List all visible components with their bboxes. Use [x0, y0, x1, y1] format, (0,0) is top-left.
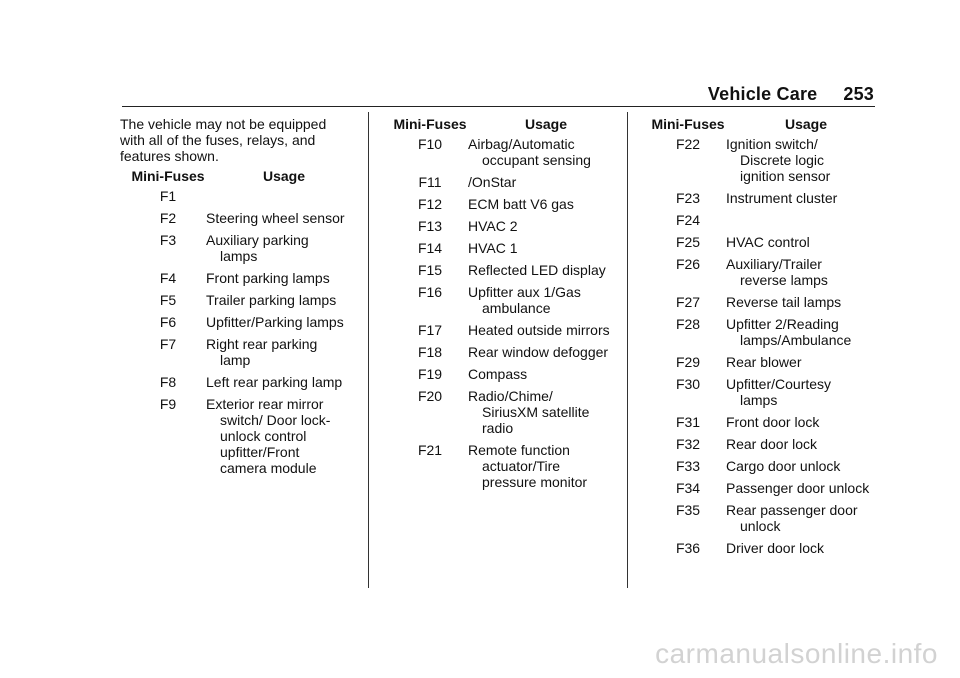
fuse-row — [382, 388, 614, 436]
table-header — [640, 116, 876, 132]
fuse-row — [640, 436, 876, 452]
fuse-row — [382, 218, 614, 234]
fuse-code: F36 — [675, 540, 701, 556]
fuse-row — [120, 396, 352, 476]
fuse-row — [382, 442, 614, 490]
fuse-row — [382, 262, 614, 278]
fuse-usage: Passenger door unlock — [726, 480, 870, 496]
fuse-usage: ECM batt V6 gas — [468, 196, 574, 212]
fuse-code: F13 — [417, 218, 443, 234]
fuse-usage: /OnStar — [468, 174, 517, 190]
fuse-code: F4 — [159, 270, 177, 286]
fuse-usage: Radio/Chime/ SiriusXM satellite radio — [468, 388, 590, 436]
fuse-row — [640, 316, 876, 348]
fuse-usage: Upfitter/Parking lamps — [206, 314, 344, 330]
fuse-row — [382, 240, 614, 256]
fuse-code: F27 — [675, 294, 701, 310]
fuse-row — [120, 336, 352, 368]
fuse-row — [382, 366, 614, 382]
header-mini-fuses: Mini-Fuses — [651, 116, 725, 132]
fuse-row — [120, 314, 352, 330]
fuse-row — [120, 188, 352, 204]
fuse-usage: Right rear parking lamp — [206, 336, 318, 368]
fuse-usage: Upfitter 2/Reading lamps/Ambulance — [726, 316, 852, 348]
fuse-code: F2 — [159, 210, 177, 226]
fuse-row — [640, 212, 876, 228]
fuse-usage: HVAC 2 — [468, 218, 518, 234]
fuse-row — [120, 270, 352, 286]
fuse-row — [640, 502, 876, 534]
fuse-row — [120, 374, 352, 390]
fuse-usage: Auxiliary/Trailer reverse lamps — [726, 256, 828, 288]
header-rule — [122, 106, 875, 107]
fuse-usage: HVAC control — [726, 234, 810, 250]
fuse-code: F30 — [675, 376, 701, 392]
header-mini-fuses: Mini-Fuses — [131, 168, 205, 184]
fuse-code: F12 — [417, 196, 443, 212]
fuse-usage: Auxiliary parking lamps — [206, 232, 309, 264]
footer — [0, 638, 960, 678]
fuse-code: F21 — [417, 442, 443, 458]
fuse-code: F14 — [417, 240, 443, 256]
fuse-usage: Reflected LED display — [468, 262, 606, 278]
fuse-code: F24 — [675, 212, 701, 228]
fuse-code: F28 — [675, 316, 701, 332]
section-title: Vehicle Care — [707, 84, 818, 104]
fuse-row — [640, 190, 876, 206]
fuse-row — [640, 234, 876, 250]
fuse-code: F23 — [675, 190, 701, 206]
fuse-row — [640, 540, 876, 556]
header-mini-fuses: Mini-Fuses — [393, 116, 467, 132]
fuse-usage: Heated outside mirrors — [468, 322, 610, 338]
fuse-row — [120, 210, 352, 226]
fuse-code: F10 — [417, 136, 443, 152]
fuse-usage: Remote function actuator/Tire pressure monitor — [468, 442, 588, 490]
fuse-column-3 — [640, 116, 876, 562]
fuse-row — [640, 136, 876, 184]
fuse-row — [640, 354, 876, 370]
fuse-rows-1 — [120, 188, 352, 476]
fuse-row — [382, 284, 614, 316]
fuse-usage: Rear door lock — [726, 436, 818, 452]
fuse-code: F20 — [417, 388, 443, 404]
fuse-column-1 — [120, 116, 352, 482]
fuse-code: F15 — [417, 262, 443, 278]
fuse-usage: Steering wheel sensor — [206, 210, 345, 226]
fuse-usage — [206, 188, 352, 204]
fuse-row — [120, 232, 352, 264]
fuse-code: F9 — [159, 396, 177, 412]
fuse-usage: Driver door lock — [726, 540, 825, 556]
fuse-code: F16 — [417, 284, 443, 300]
header-usage: Usage — [784, 116, 828, 132]
fuse-usage: Ignition switch/ Discrete logic ignition sensor — [726, 136, 831, 184]
fuse-usage: Exterior rear mirror switch/ Door lock-unlock control upfitter/Front camera module — [206, 396, 331, 476]
fuse-code: F11 — [418, 174, 442, 190]
fuse-row — [120, 292, 352, 308]
fuse-rows-2 — [382, 136, 614, 490]
fuse-code: F33 — [675, 458, 701, 474]
fuse-code: F32 — [675, 436, 701, 452]
fuse-usage: Left rear parking lamp — [206, 374, 343, 390]
fuse-usage: Upfitter aux 1/Gas ambulance — [468, 284, 581, 316]
page-number: 253 — [843, 84, 874, 104]
fuse-code: F7 — [159, 336, 177, 352]
fuse-row — [640, 458, 876, 474]
fuse-code: F22 — [675, 136, 701, 152]
fuse-usage — [726, 212, 876, 228]
fuse-usage: Upfitter/Courtesy lamps — [726, 376, 832, 408]
fuse-usage: Reverse tail lamps — [726, 294, 842, 310]
fuse-usage: Cargo door unlock — [726, 458, 841, 474]
fuse-code: F3 — [159, 232, 177, 248]
fuse-code: F1 — [159, 188, 177, 204]
fuse-row — [640, 294, 876, 310]
table-header — [382, 116, 614, 132]
fuse-row — [382, 136, 614, 168]
fuse-row — [640, 256, 876, 288]
column-divider — [627, 112, 628, 588]
table-header — [120, 168, 352, 184]
page-header — [708, 84, 874, 105]
fuse-code: F31 — [675, 414, 701, 430]
fuse-row — [382, 196, 614, 212]
fuse-row — [382, 174, 614, 190]
fuse-code: F6 — [159, 314, 177, 330]
fuse-row — [640, 414, 876, 430]
fuse-code: F5 — [159, 292, 177, 308]
fuse-row — [382, 322, 614, 338]
column-divider — [368, 112, 369, 588]
fuse-code: F8 — [159, 374, 177, 390]
fuse-usage: Trailer parking lamps — [206, 292, 337, 308]
fuse-usage: Airbag/Automatic occupant sensing — [468, 136, 591, 168]
fuse-code: F19 — [417, 366, 443, 382]
fuse-usage: Compass — [468, 366, 528, 382]
fuse-code: F34 — [675, 480, 701, 496]
fuse-usage: Rear blower — [726, 354, 802, 370]
fuse-column-2 — [382, 116, 614, 496]
fuse-usage: Front door lock — [726, 414, 820, 430]
fuse-usage: Instrument cluster — [726, 190, 838, 206]
header-usage: Usage — [262, 168, 306, 184]
fuse-code: F18 — [417, 344, 443, 360]
fuse-code: F35 — [675, 502, 701, 518]
fuse-rows-3 — [640, 136, 876, 556]
fuse-row — [640, 376, 876, 408]
fuse-usage: HVAC 1 — [468, 240, 518, 256]
fuse-code: F29 — [675, 354, 701, 370]
intro-text: The vehicle may not be equipped with all of the fuses, relays, and features shown. — [120, 116, 327, 164]
watermark: carmanualsonline.info — [655, 638, 938, 669]
fuse-usage: Rear passenger door unlock — [726, 502, 858, 534]
fuse-code: F17 — [417, 322, 443, 338]
fuse-row — [640, 480, 876, 496]
fuse-code: F26 — [675, 256, 701, 272]
fuse-usage: Front parking lamps — [206, 270, 330, 286]
header-usage: Usage — [524, 116, 568, 132]
fuse-code: F25 — [675, 234, 701, 250]
fuse-usage: Rear window defogger — [468, 344, 609, 360]
fuse-row — [382, 344, 614, 360]
